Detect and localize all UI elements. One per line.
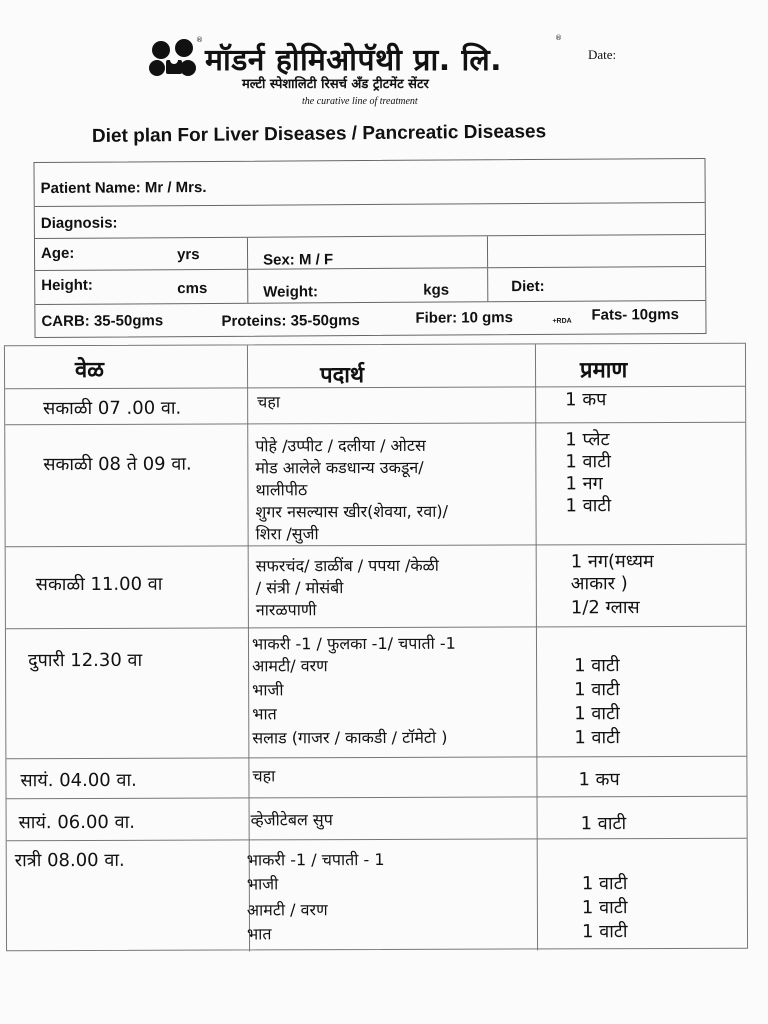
fiber-value: Fiber: 10 gms — [415, 309, 514, 327]
quantity: 1 कप — [578, 769, 620, 791]
food-item: आमटी / वरण — [246, 900, 328, 920]
food-item: व्हेजीटेबल सुप — [250, 810, 333, 830]
meal-time: सायं. 06.00 वा. — [18, 811, 136, 834]
food-item: भात — [252, 704, 277, 724]
height-label: Height: — [41, 276, 93, 295]
letterhead — [0, 30, 768, 115]
date-label: Date: — [588, 47, 617, 62]
registered-mark: ® — [196, 36, 203, 44]
company-subtitle: मल्टी स्पेशालिटी रिसर्च अँड ट्रीटमेंट सेंटर — [242, 77, 429, 92]
food-item: शिरा /सुजी — [255, 524, 319, 544]
height-unit: cms — [177, 279, 208, 298]
header-time: वेळ — [74, 357, 105, 384]
row-divider — [5, 422, 745, 426]
diet-table — [4, 343, 748, 952]
divider — [487, 236, 488, 267]
meal-time: सकाळी 07 .00 वा. — [43, 397, 182, 420]
diagnosis-label: Diagnosis: — [40, 214, 118, 233]
meal-time: सायं. 04.00 वा. — [20, 769, 137, 792]
food-item: भाकरी -1 / फुलका -1/ चपाती -1 — [251, 633, 456, 654]
food-item: चहा — [252, 766, 276, 786]
header-quantity: प्रमाण — [579, 358, 628, 384]
patient-name-label: Patient Name: Mr / Mrs. — [40, 178, 207, 198]
height-weight-row — [35, 267, 705, 305]
quantity: 1 वाटी — [574, 655, 620, 677]
carb-value: CARB: 35-50gms — [41, 312, 164, 331]
document-title: Diet plan For Liver Diseases / Pancreatic Diseases — [91, 121, 547, 147]
company-name: मॉडर्न होमिओपॅथी प्रा. लि. — [205, 43, 503, 78]
quantity: 1 वाटी — [581, 897, 628, 919]
quantity: 1 नग — [565, 473, 603, 495]
quantity: आकार ) — [570, 573, 628, 595]
divider — [247, 270, 248, 303]
age-unit: yrs — [176, 246, 200, 264]
quantity: 1 प्लेट — [565, 429, 610, 451]
food-item: / संत्री / मोसंबी — [255, 578, 344, 598]
company-logo-icon — [148, 38, 200, 82]
row-divider — [7, 796, 747, 800]
registered-mark: ® — [555, 34, 562, 42]
row-divider — [5, 386, 745, 390]
column-divider — [535, 344, 538, 950]
sex-label: Sex: M / F — [263, 251, 334, 269]
meal-time: दुपारी 12.30 वा — [28, 649, 143, 672]
food-item: भाकरी -1 / चपाती - 1 — [246, 849, 385, 870]
header-food: पदार्थ — [320, 363, 365, 389]
row-divider — [6, 544, 746, 548]
quantity: 1 वाटी — [574, 727, 620, 749]
meal-time: सकाळी 11.00 वा — [35, 573, 163, 596]
quantity: 1/2 ग्लास — [570, 597, 640, 619]
weight-label: Weight: — [263, 283, 319, 301]
food-item: पोहे /उप्पीट / दलीया / ओटस — [255, 435, 426, 456]
food-item: भाजी — [252, 680, 284, 700]
divider — [487, 268, 488, 301]
patient-name-row — [34, 159, 704, 207]
divider — [247, 238, 248, 269]
food-item: थालीपीठ — [255, 480, 308, 500]
quantity: 1 वाटी — [574, 703, 620, 725]
quantity: 1 नग(मध्यम — [570, 551, 654, 573]
food-item: मोड आलेले कडधान्य उकडून/ — [255, 457, 424, 478]
food-item: आमटी/ वरण — [252, 656, 328, 676]
patient-info-form — [33, 158, 706, 338]
age-sex-row — [35, 235, 705, 271]
quantity: 1 वाटी — [581, 873, 628, 895]
food-item: भाजी — [246, 874, 279, 894]
quantity: 1 वाटी — [574, 679, 620, 701]
diagnosis-row — [35, 203, 705, 239]
quantity: 1 वाटी — [565, 451, 611, 473]
food-item: चहा — [257, 392, 280, 412]
company-tagline: the curative line of treatment — [302, 96, 418, 107]
quantity: 1 वाटी — [565, 495, 612, 517]
quantity: 1 वाटी — [581, 921, 628, 943]
diet-label: Diet: — [511, 277, 545, 296]
fats-value: Fats- 10gms — [591, 306, 680, 324]
rda-note: +RDA — [552, 317, 572, 325]
food-item: नारळपाणी — [255, 600, 317, 620]
food-item: सफरचंद/ डाळींब / पपया /केळी — [255, 555, 439, 576]
food-item: सलाड (गाजर / काकडी / टॉमेटो ) — [252, 727, 448, 748]
row-divider — [6, 756, 746, 760]
food-item: शुगर नसल्यास खीर(शेवया, रवा)/ — [255, 501, 449, 522]
proteins-value: Proteins: 35-50gms — [221, 312, 360, 330]
quantity: 1 वाटी — [580, 813, 627, 835]
weight-unit: kgs — [423, 281, 450, 299]
meal-time: रात्री 08.00 वा. — [14, 849, 125, 872]
quantity: 1 कप — [565, 389, 607, 411]
row-divider — [7, 838, 747, 842]
nutrition-row — [35, 301, 705, 339]
food-item: भात — [246, 924, 272, 944]
meal-time: सकाळी 08 ते 09 वा. — [43, 453, 192, 476]
age-label: Age: — [40, 244, 75, 263]
row-divider — [6, 626, 746, 630]
